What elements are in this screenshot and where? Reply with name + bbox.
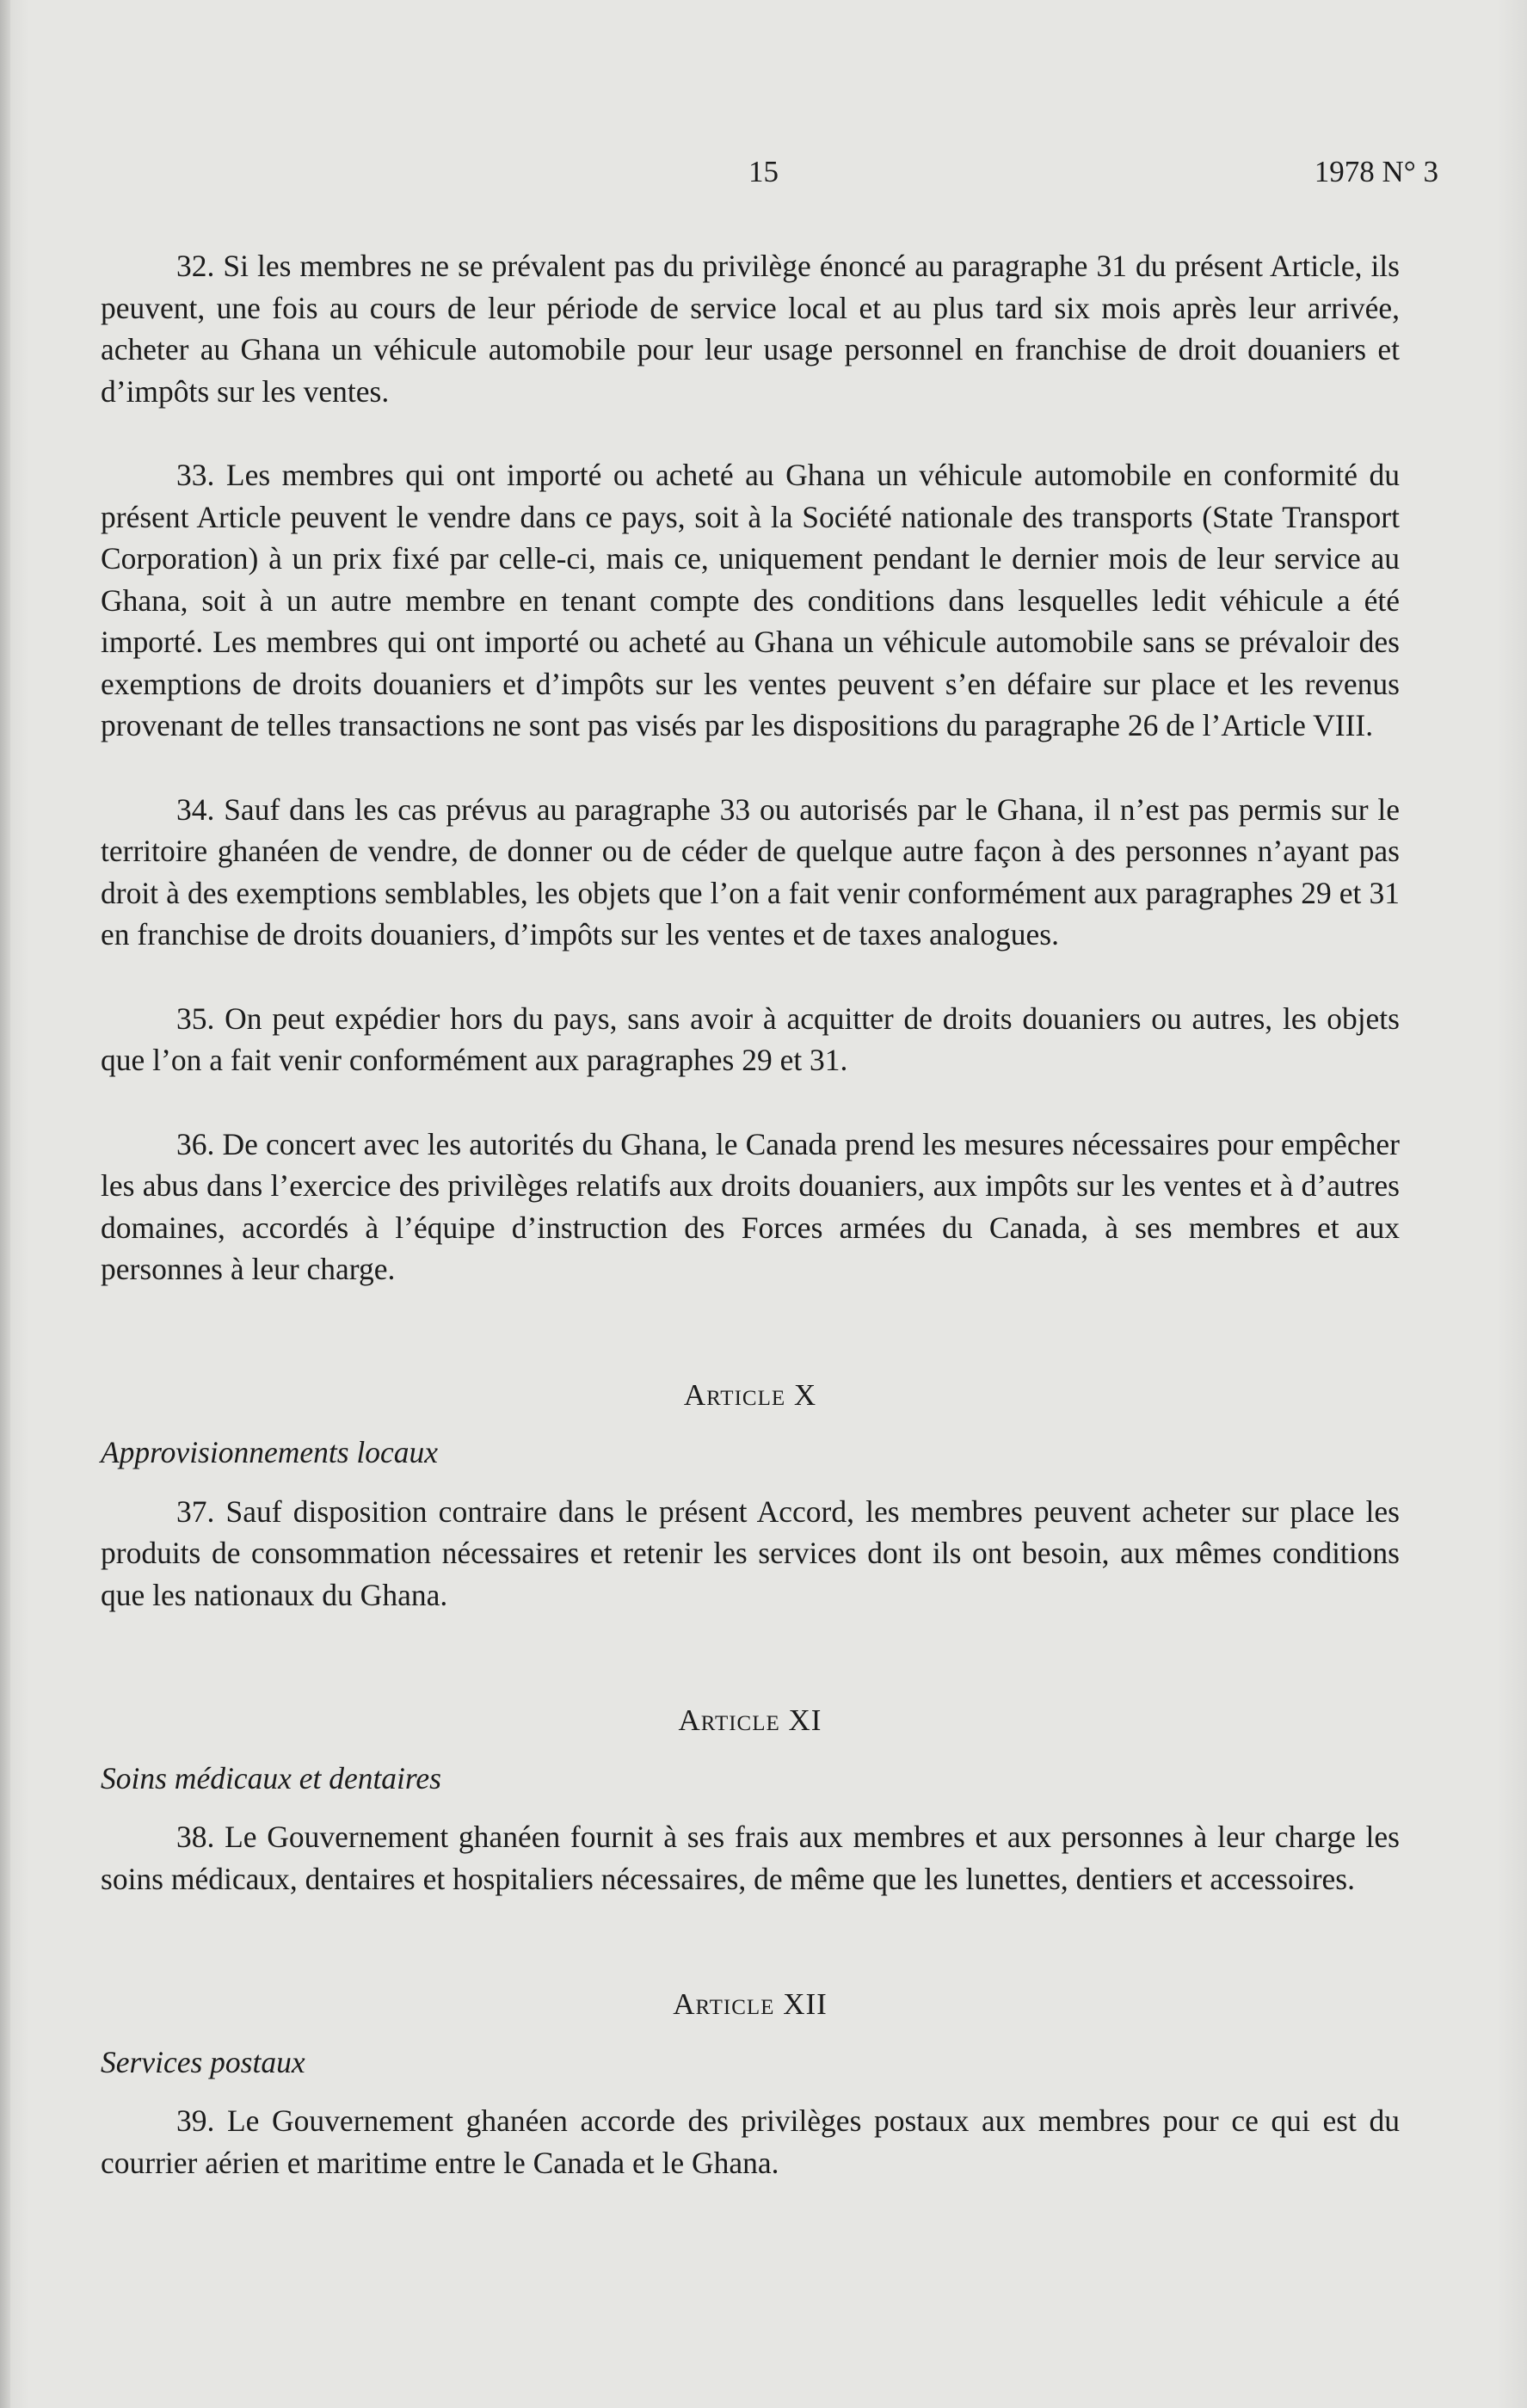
article-x (101, 1375, 1400, 1617)
article-heading: Article X (683, 1377, 817, 1412)
paragraph-38: 38. Le Gouvernement ghanéen fournit à ses frais aux membres et aux personnes à leur charge les soins médicaux, dentaires et hospitaliers nécessaires, de même que les lunettes, dentiers et accessoires. (101, 1820, 1400, 1896)
paragraph-37: 37. Sauf disposition contraire dans le présent Accord, les membres peuvent acheter sur place les produits de consommation nécessaires et retenir les services dont ils ont besoin, aux mêmes conditions que les nationaux du Ghana. (101, 1493, 1400, 1612)
binding-shadow (0, 0, 10, 2408)
paragraph-36: 36. De concert avec les autorités du Ghana, le Canada prend les mesures nécessaires pour empêcher les abus dans l’exercice des privilèges relatifs aux droits douaniers, aux impôts sur les ventes et à d’autres domaines, accordés à l’équipe d’instruction des Forces armées du Canada, à ses membres et aux personnes à leur charge. (101, 1126, 1400, 1286)
article-heading: Article XII (673, 1987, 828, 2021)
article-subtitle: Services postaux (101, 2044, 305, 2079)
document-body (101, 245, 1400, 2183)
article-xii (101, 1984, 1400, 2183)
paragraph-35: 35. On peut expédier hors du pays, sans avoir à acquitter de droits douaniers ou autres, les objets que l’on a fait venir conformément aux paragraphes 29 et 31. (101, 1001, 1400, 1077)
paragraph-33: 33. Les membres qui ont importé ou acheté au Ghana un véhicule automobile en conformité du présent Article peuvent le vendre dans ce pays, soit à la Société nationale des transports (State Transport Corporation) à un prix fixé par celle-ci, mais ce, uniquement pendant le dernier mois de leur service au Ghana, soit à un autre membre en tenant compte des conditions dans lesquelles ledit véhicule a été importé. Les membres qui ont importé ou acheté au Ghana un véhicule automobile sans se prévaloir des exemptions de droits douaniers et d’impôts sur les ventes peuvent s’en défaire sur place et les revenus provenant de telles transactions ne sont pas visés par les dispositions du paragraphe 26 de l’Article VIII. (101, 458, 1400, 742)
article-subtitle: Soins médicaux et dentaires (101, 1760, 441, 1795)
article-subtitle: Approvisionnements locaux (101, 1435, 439, 1469)
document-reference: 1978 N° 3 (1314, 155, 1438, 188)
paragraph-34: 34. Sauf dans les cas prévus au paragraphe 33 ou autorisés par le Ghana, il n’est pas permis sur le territoire ghanéen de vendre, de donner ou de céder de quelque autre façon à des personnes n’ayant pas droit à des exemptions semblables, les objets que l’on a fait venir conformément aux paragraphes 29 et 31 en franchise de droits douaniers, d’impôts sur les ventes et de taxes analogues. (101, 791, 1400, 951)
page-number: 15 (748, 155, 779, 188)
article-xi (101, 1700, 1400, 1900)
paragraph-39: 39. Le Gouvernement ghanéen accorde des privilèges postaux aux membres pour ce qui est du courrier aérien et maritime entre le Canada et le Ghana. (101, 2103, 1400, 2180)
paragraph-32: 32. Si les membres ne se prévalent pas du privilège énoncé au paragraphe 31 du présent Article, ils peuvent, une fois au cours de leur période de service local et au plus tard six mois après leur arrivée, acheter au Ghana un véhicule automobile pour leur usage personnel en franchise de droit douaniers et d’impôts sur les ventes. (101, 249, 1400, 409)
page-header (0, 155, 1527, 198)
article-heading: Article XI (678, 1703, 822, 1737)
